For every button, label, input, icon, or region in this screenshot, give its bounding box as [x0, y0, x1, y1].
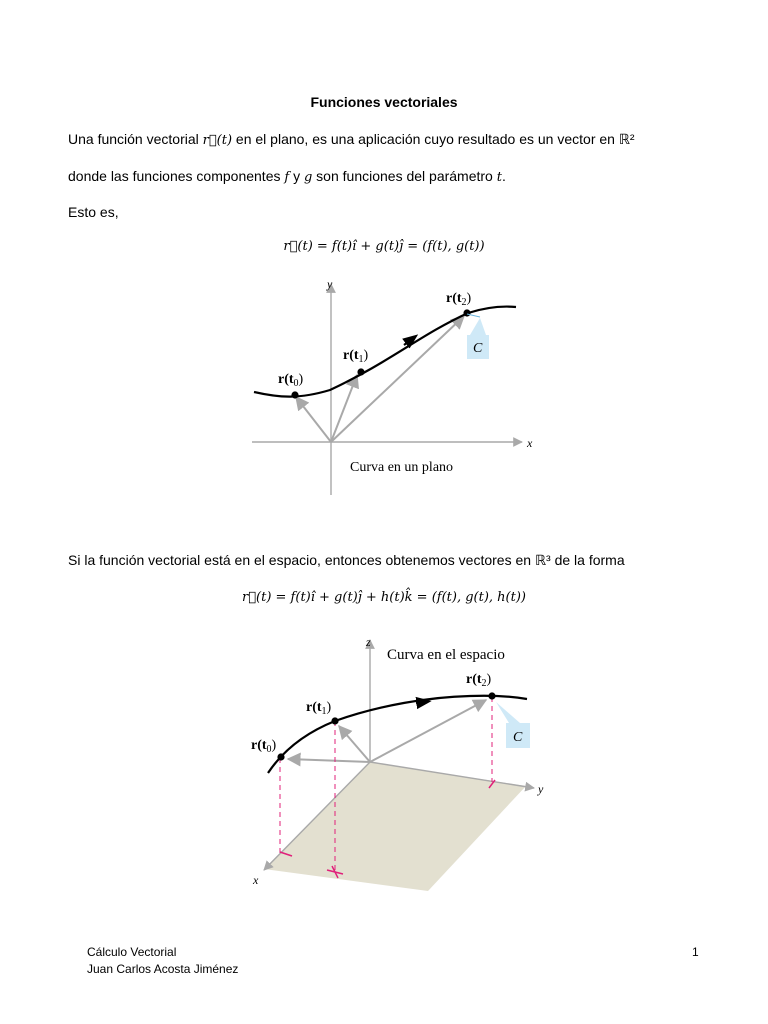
page-title: Funciones vectoriales	[310, 94, 458, 110]
vector-r-t2	[370, 700, 486, 762]
x-axis-label: x	[253, 873, 259, 887]
label-r-t2: $r(t_2)$	[466, 672, 492, 689]
text: son funciones del parámetro	[312, 168, 497, 184]
y-axis-label: y	[327, 277, 333, 291]
symbol-f: f	[284, 170, 290, 185]
vector-r-t1	[331, 375, 357, 442]
point-t0	[277, 753, 284, 760]
point-t0	[291, 391, 298, 398]
footer-author: Juan Carlos Acosta Jiménez	[87, 962, 239, 976]
xy-plane	[264, 762, 526, 891]
paragraph-definition	[68, 131, 635, 148]
z-axis-label: z	[366, 635, 371, 649]
text: Una función vectorial	[68, 131, 203, 147]
vector-r-t0	[296, 397, 331, 442]
symbol-g: g	[303, 170, 313, 185]
point-t1	[331, 717, 338, 724]
text: .	[501, 168, 506, 184]
label-r-t1: $r(t_1)$	[343, 348, 369, 365]
figure-caption-plane: Curva en un plano	[350, 460, 454, 475]
y-axis-label: y	[538, 782, 544, 796]
text: y	[289, 168, 304, 184]
curve-label-c: C	[473, 341, 483, 356]
paragraph-space: Si la función vectorial está en el espacio, entonces obtenemos vectores en ℝ³ de la forma	[68, 552, 625, 568]
point-t1	[357, 368, 364, 375]
figure-plane-curve	[240, 272, 540, 500]
text: en el plano, es una aplicación cuyo resultado es un vector en ℝ²	[232, 131, 635, 147]
figure-space-curve	[240, 628, 550, 900]
curve-label-c: C	[513, 730, 523, 745]
text: donde las funciones componentes	[68, 168, 285, 184]
label-r-t0: $r(t_0)$	[278, 372, 304, 389]
label-r-t1: $r(t_1)$	[306, 700, 332, 717]
label-r-t2: $r(t_2)$	[446, 291, 472, 308]
point-t2	[463, 309, 470, 316]
paragraph-components	[68, 168, 506, 185]
equation-plane: r⃗(t) = f(t)î + g(t)ĵ = (f(t), g(t))	[283, 239, 485, 254]
vector-r-t0	[288, 759, 370, 762]
point-t2	[488, 692, 495, 699]
page-number: 1	[692, 945, 699, 959]
vector-r-t1	[339, 726, 370, 762]
paragraph-esto-es: Esto es,	[68, 204, 119, 220]
equation-space: r⃗(t) = f(t)î + g(t)ĵ + h(t)k̂ = (f(t), g(t), h(t))	[242, 590, 526, 605]
x-axis-label: x	[527, 436, 533, 450]
vector-r-symbol: r⃗(t)	[202, 133, 233, 148]
curve-label-pointer	[496, 702, 520, 723]
curve-direction-arrow	[416, 702, 424, 703]
symbol-t: t	[496, 170, 502, 185]
footer-course: Cálculo Vectorial	[87, 945, 177, 959]
figure-caption-space: Curva en el espacio	[387, 647, 505, 663]
label-r-t0: $r(t_0)$	[251, 738, 277, 755]
